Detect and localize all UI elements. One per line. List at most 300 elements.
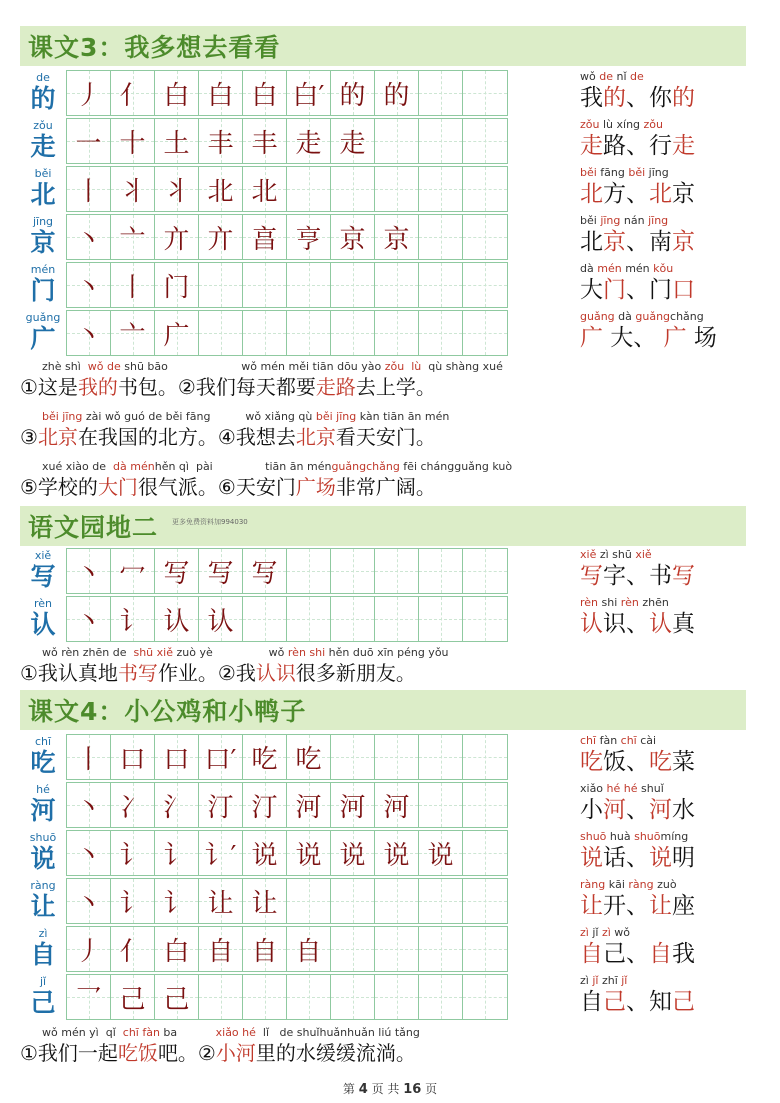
- page-number: 4: [358, 1082, 368, 1097]
- stroke-step: 亻: [119, 80, 146, 111]
- stroke-step: 写: [207, 558, 234, 589]
- grid-cell: [463, 831, 507, 875]
- sentence-pinyin-segment: zhè shì: [42, 360, 88, 373]
- grid-cell: [111, 831, 155, 875]
- grid-cell: [67, 119, 111, 163]
- grid-cell: [67, 831, 111, 875]
- word-pinyin-segment: jǐ: [621, 974, 628, 987]
- char-pinyin: shuō: [29, 831, 57, 844]
- sentence-pinyin-segment: běi jīng: [315, 410, 357, 423]
- word-hanzi: [580, 988, 780, 1016]
- grid-cell: [287, 167, 331, 211]
- stroke-step: 口: [119, 744, 146, 775]
- sentence-hanzi-segment: 我的: [77, 375, 118, 399]
- grid-cell: [67, 975, 111, 1019]
- section-note: 更多免费资料加994030: [172, 518, 248, 526]
- sentence-hanzi: [20, 660, 449, 686]
- grid-cell: [463, 263, 507, 307]
- example-sentence: [20, 360, 503, 400]
- stroke-step: 写: [163, 558, 190, 589]
- stroke-step: 说: [251, 840, 278, 871]
- sentence-pinyin-segment: guǎngchǎng: [331, 460, 400, 473]
- word-hanzi-segment: 水: [672, 797, 695, 823]
- grid-cell: [287, 831, 331, 875]
- word-pinyin-segment: shi: [598, 596, 621, 609]
- stroke-step: 己: [119, 984, 146, 1015]
- stroke-step: 氵: [163, 792, 190, 823]
- grid-cell: [243, 215, 287, 259]
- char-hanzi: 自: [30, 940, 56, 969]
- word-hanzi-segment: 方、: [603, 181, 649, 207]
- grid-cell: [375, 879, 419, 923]
- grid-cell: [331, 975, 375, 1019]
- word-hanzi: [580, 610, 780, 638]
- word-hanzi-segment: 路、行: [603, 133, 672, 159]
- word-pinyin-segment: xiǎo: [580, 782, 607, 795]
- stroke-step: 口: [163, 744, 190, 775]
- word-pinyin-segment: dà: [580, 262, 598, 275]
- stroke-step: 吃: [251, 744, 278, 775]
- sentence-pinyin-segment: rèn shi: [287, 646, 326, 659]
- word-hanzi-segment: 字、书: [603, 563, 672, 589]
- stroke-step: 乛: [75, 984, 102, 1015]
- word-pinyin-segment: de: [599, 70, 613, 83]
- stroke-order-grid: [66, 166, 508, 212]
- char-heading: [20, 262, 66, 308]
- grid-cell: [419, 597, 463, 641]
- sentence-hanzi: [20, 474, 512, 500]
- grid-cell: [419, 975, 463, 1019]
- word-pinyin-segment: wǒ: [610, 926, 631, 939]
- stroke-step: 丶: [75, 792, 102, 823]
- char-pinyin: hé: [36, 783, 50, 796]
- char-heading: [20, 596, 66, 642]
- word-hanzi: [580, 748, 780, 776]
- word-pinyin-segment: zhī: [598, 974, 622, 987]
- stroke-order-grid: [66, 926, 508, 972]
- footer-text: 页 共: [371, 1082, 400, 1096]
- char-pinyin: xiě: [34, 549, 52, 562]
- grid-cell: [287, 927, 331, 971]
- word-pinyin-segment: mén: [621, 262, 654, 275]
- stroke-step: 的: [383, 80, 410, 111]
- grid-cell: [67, 735, 111, 779]
- grid-cell: [287, 263, 331, 307]
- word-hanzi-segment: 我: [580, 85, 603, 111]
- word-hanzi: [580, 276, 780, 304]
- sentence-hanzi-segment: 在我国的北方。④我想去: [77, 425, 296, 449]
- stroke-step: 汀: [207, 792, 234, 823]
- grid-cell: [243, 311, 287, 355]
- stroke-order-grid: [66, 214, 508, 260]
- sentence-hanzi-segment: 去上学。: [355, 375, 436, 399]
- stroke-step: 认: [207, 606, 234, 637]
- grid-cell: [287, 119, 331, 163]
- grid-cell: [155, 879, 199, 923]
- grid-cell: [463, 597, 507, 641]
- grid-cell: [331, 549, 375, 593]
- word-pinyin-segment: fàn: [596, 734, 621, 747]
- grid-cell: [155, 831, 199, 875]
- word-hanzi-segment: 、你: [626, 85, 672, 111]
- word-pinyin: [580, 548, 780, 562]
- word-pinyin-segment: kāi: [605, 878, 629, 891]
- stroke-step: 自: [295, 936, 322, 967]
- grid-cell: [331, 831, 375, 875]
- sentence-hanzi-segment: 广场: [295, 475, 336, 499]
- sentence-hanzi-segment: 走路: [315, 375, 356, 399]
- word-examples: [580, 830, 780, 872]
- grid-cell: [287, 215, 331, 259]
- word-hanzi-segment: 菜: [672, 749, 695, 775]
- grid-cell: [331, 735, 375, 779]
- char-hanzi: 京: [30, 228, 56, 257]
- grid-cell: [375, 735, 419, 779]
- word-examples: [580, 262, 780, 304]
- section-header: [20, 690, 746, 730]
- stroke-step: 讠′: [204, 840, 237, 871]
- grid-cell: [287, 735, 331, 779]
- grid-cell: [463, 735, 507, 779]
- sentence-pinyin-segment: hěn duō xīn péng yǒu: [325, 646, 449, 659]
- word-hanzi-segment: 场: [686, 325, 717, 351]
- word-hanzi-segment: 北: [649, 181, 672, 207]
- word-pinyin-segment: kǒu: [653, 262, 674, 275]
- grid-cell: [331, 783, 375, 827]
- word-hanzi-segment: 小: [580, 797, 603, 823]
- grid-cell: [111, 167, 155, 211]
- word-hanzi: [580, 844, 780, 872]
- stroke-step: 丰: [207, 128, 234, 159]
- section-title: 语文园地二: [28, 513, 159, 542]
- word-pinyin: [580, 166, 780, 180]
- word-hanzi-segment: 说: [649, 845, 672, 871]
- word-hanzi-segment: 自: [649, 941, 672, 967]
- word-hanzi: [580, 324, 780, 352]
- sentence-pinyin-segment: zài wǒ guó de běi fāng wǒ xiǎng qù: [82, 410, 316, 423]
- grid-cell: [243, 167, 287, 211]
- word-pinyin-segment: xiě: [580, 548, 597, 561]
- grid-cell: [155, 549, 199, 593]
- grid-cell: [419, 263, 463, 307]
- word-hanzi-segment: 、知: [626, 989, 672, 1015]
- stroke-step: 一: [75, 128, 102, 159]
- stroke-order-grid: [66, 974, 508, 1020]
- grid-cell: [111, 597, 155, 641]
- footer-text: 第: [342, 1082, 355, 1096]
- sentence-pinyin: [20, 1026, 420, 1040]
- section-title: 课文4：小公鸡和小鸭子: [28, 697, 307, 726]
- stroke-order-grid: [66, 310, 508, 356]
- sentence-pinyin-segment: hěn qì pài tiān ān mén: [154, 460, 332, 473]
- word-pinyin-segment: huà: [606, 830, 635, 843]
- stroke-order-grid: [66, 782, 508, 828]
- grid-cell: [287, 783, 331, 827]
- word-pinyin-segment: zǒu: [643, 118, 664, 131]
- word-pinyin-segment: zì: [580, 974, 593, 987]
- stroke-step: 丬: [163, 176, 190, 207]
- sentence-hanzi-segment: 里的水缓缓流淌。: [255, 1041, 416, 1065]
- stroke-step: 亯: [251, 224, 278, 255]
- stroke-step: 丰: [251, 128, 278, 159]
- grid-cell: [155, 735, 199, 779]
- word-pinyin-segment: nǐ: [612, 70, 631, 83]
- word-pinyin-segment: fāng: [596, 166, 629, 179]
- word-hanzi-segment: 北: [580, 181, 603, 207]
- grid-cell: [155, 597, 199, 641]
- grid-cell: [111, 975, 155, 1019]
- sentence-hanzi: [20, 1040, 420, 1066]
- word-hanzi-segment: 让: [580, 893, 603, 919]
- grid-cell: [375, 167, 419, 211]
- char-pinyin: guǎng: [25, 311, 61, 324]
- grid-cell: [155, 975, 199, 1019]
- stroke-order-grid: [66, 118, 508, 164]
- sentence-pinyin-segment: lǐ de shuǐhuǎnhuǎn liú tǎng: [255, 1026, 420, 1039]
- stroke-step: 丶: [75, 320, 102, 351]
- word-pinyin-segment: běi: [580, 166, 597, 179]
- word-examples: [580, 310, 780, 352]
- grid-cell: [199, 975, 243, 1019]
- grid-cell: [67, 263, 111, 307]
- sentence-hanzi-segment: 吧。②: [157, 1041, 216, 1065]
- word-hanzi-segment: 京: [672, 229, 695, 255]
- stroke-step: 丿: [75, 936, 102, 967]
- grid-cell: [111, 549, 155, 593]
- stroke-step: 河: [295, 792, 322, 823]
- grid-cell: [287, 311, 331, 355]
- char-hanzi: 认: [30, 610, 56, 639]
- char-heading: [20, 830, 66, 876]
- grid-cell: [155, 311, 199, 355]
- sentence-pinyin: [20, 410, 449, 424]
- word-hanzi: [580, 132, 780, 160]
- stroke-step: 丶: [75, 606, 102, 637]
- char-pinyin: zì: [38, 927, 48, 940]
- char-hanzi: 走: [30, 132, 56, 161]
- grid-cell: [155, 167, 199, 211]
- grid-cell: [463, 215, 507, 259]
- grid-cell: [67, 879, 111, 923]
- sentence-pinyin-segment: zuò yè wǒ: [172, 646, 288, 659]
- stroke-step: 己: [163, 984, 190, 1015]
- grid-cell: [331, 167, 375, 211]
- stroke-order-grid: [66, 596, 508, 642]
- word-hanzi: [580, 940, 780, 968]
- word-hanzi: [580, 562, 780, 590]
- sentence-hanzi-segment: 很气派。⑥天安门: [137, 475, 296, 499]
- word-hanzi-segment: 认: [580, 611, 603, 637]
- char-heading: [20, 782, 66, 828]
- stroke-step: 让: [207, 888, 234, 919]
- grid-cell: [155, 263, 199, 307]
- sentence-hanzi-segment: 书写: [117, 661, 158, 685]
- sentence-hanzi: [20, 374, 503, 400]
- word-examples: [580, 166, 780, 208]
- stroke-order-grid: [66, 734, 508, 780]
- char-hanzi: 说: [30, 844, 56, 873]
- grid-cell: [331, 119, 375, 163]
- word-pinyin-segment: zuò: [653, 878, 677, 891]
- sentence-hanzi-segment: ①我认真地: [20, 661, 118, 685]
- grid-cell: [419, 735, 463, 779]
- char-hanzi: 广: [30, 324, 56, 353]
- grid-cell: [463, 71, 507, 115]
- stroke-step: 口′: [204, 744, 237, 775]
- grid-cell: [199, 597, 243, 641]
- sentence-hanzi-segment: 认识: [255, 661, 296, 685]
- grid-cell: [243, 549, 287, 593]
- stroke-step: 自: [207, 936, 234, 967]
- stroke-step: 亠: [119, 320, 146, 351]
- word-pinyin-segment: rèn: [580, 596, 599, 609]
- example-sentence: [20, 410, 449, 450]
- char-pinyin: mén: [30, 263, 56, 276]
- stroke-step: 丶: [75, 272, 102, 303]
- stroke-step: 广: [163, 320, 190, 351]
- sentence-pinyin-segment: zǒu lù: [384, 360, 422, 373]
- sentence-pinyin-segment: wǒ de: [87, 360, 121, 373]
- word-examples: [580, 926, 780, 968]
- grid-cell: [419, 831, 463, 875]
- stroke-step: 亣: [163, 224, 190, 255]
- char-hanzi: 北: [30, 180, 56, 209]
- grid-cell: [67, 311, 111, 355]
- stroke-step: 走: [339, 128, 366, 159]
- stroke-order-grid: [66, 878, 508, 924]
- stroke-step: 亨: [295, 224, 322, 255]
- grid-cell: [199, 311, 243, 355]
- word-hanzi-segment: 广: [663, 325, 687, 351]
- stroke-order-grid: [66, 70, 508, 116]
- char-pinyin: běi: [34, 167, 52, 180]
- sentence-hanzi-segment: 大门: [97, 475, 138, 499]
- grid-cell: [111, 119, 155, 163]
- word-pinyin-segment: dà: [614, 310, 636, 323]
- sentence-pinyin-segment: chī fàn: [122, 1026, 160, 1039]
- char-heading: [20, 214, 66, 260]
- stroke-step: 白′: [292, 80, 325, 111]
- sentence-hanzi-segment: 北京: [37, 425, 78, 449]
- word-hanzi: [580, 796, 780, 824]
- grid-cell: [199, 879, 243, 923]
- grid-cell: [199, 215, 243, 259]
- stroke-step: 认: [163, 606, 190, 637]
- grid-cell: [331, 597, 375, 641]
- grid-cell: [375, 597, 419, 641]
- word-pinyin-segment: shuō: [580, 830, 607, 843]
- word-hanzi-segment: 自: [580, 989, 603, 1015]
- sentence-hanzi-segment: 看天安门。: [335, 425, 436, 449]
- sentence-pinyin-segment: wǒ rèn zhēn de: [42, 646, 134, 659]
- sentence-pinyin-segment: xiǎo hé: [215, 1026, 256, 1039]
- page-footer: [0, 1080, 780, 1097]
- word-pinyin-segment: ràng: [580, 878, 606, 891]
- grid-cell: [375, 119, 419, 163]
- example-sentence: [20, 646, 449, 686]
- word-hanzi-segment: 识、: [603, 611, 649, 637]
- word-hanzi-segment: 广: [580, 325, 603, 351]
- word-pinyin: [580, 214, 780, 228]
- word-pinyin-segment: chī: [620, 734, 637, 747]
- grid-cell: [375, 263, 419, 307]
- char-hanzi: 吃: [30, 748, 56, 777]
- grid-cell: [67, 927, 111, 971]
- word-hanzi-segment: 饭、: [603, 749, 649, 775]
- grid-cell: [67, 597, 111, 641]
- word-examples: [580, 548, 780, 590]
- grid-cell: [287, 879, 331, 923]
- stroke-step: 河: [339, 792, 366, 823]
- grid-cell: [199, 549, 243, 593]
- grid-cell: [463, 879, 507, 923]
- grid-cell: [155, 71, 199, 115]
- grid-cell: [243, 831, 287, 875]
- grid-cell: [243, 975, 287, 1019]
- word-hanzi-segment: 话、: [603, 845, 649, 871]
- example-sentence: [20, 1026, 420, 1066]
- word-pinyin-segment: zì: [601, 926, 611, 939]
- example-sentence: [20, 460, 512, 500]
- char-hanzi: 河: [30, 796, 56, 825]
- char-pinyin: chī: [34, 735, 52, 748]
- grid-cell: [67, 549, 111, 593]
- word-hanzi: [580, 228, 780, 256]
- char-pinyin: rèn: [33, 597, 53, 610]
- sentence-hanzi-segment: ⑤学校的: [20, 475, 98, 499]
- grid-cell: [419, 119, 463, 163]
- word-pinyin: [580, 782, 780, 796]
- word-hanzi-segment: 让: [649, 893, 672, 919]
- grid-cell: [375, 783, 419, 827]
- word-pinyin-segment: guǎng: [580, 310, 615, 323]
- word-hanzi-segment: 北: [580, 229, 603, 255]
- grid-cell: [331, 71, 375, 115]
- stroke-step: 土: [163, 128, 190, 159]
- word-pinyin: [580, 596, 780, 610]
- word-pinyin: [580, 974, 780, 988]
- word-pinyin-segment: xiě: [635, 548, 652, 561]
- word-hanzi-segment: 口: [672, 277, 695, 303]
- grid-cell: [111, 735, 155, 779]
- grid-cell: [419, 879, 463, 923]
- word-pinyin: [580, 734, 780, 748]
- word-hanzi-segment: 己、: [603, 941, 649, 967]
- sentence-pinyin-segment: ba: [159, 1026, 216, 1039]
- word-hanzi-segment: 吃: [580, 749, 603, 775]
- grid-cell: [463, 119, 507, 163]
- stroke-step: 京: [383, 224, 410, 255]
- char-heading: [20, 974, 66, 1020]
- word-pinyin-segment: shuǐ: [637, 782, 664, 795]
- grid-cell: [287, 975, 331, 1019]
- word-examples: [580, 878, 780, 920]
- grid-cell: [419, 927, 463, 971]
- grid-cell: [111, 71, 155, 115]
- word-hanzi-segment: 、南: [626, 229, 672, 255]
- word-hanzi-segment: 京: [672, 181, 695, 207]
- sentence-pinyin: [20, 360, 503, 374]
- grid-cell: [287, 549, 331, 593]
- grid-cell: [67, 167, 111, 211]
- stroke-step: 讠: [119, 840, 146, 871]
- grid-cell: [155, 119, 199, 163]
- grid-cell: [331, 215, 375, 259]
- sentence-hanzi-segment: 北京: [295, 425, 336, 449]
- grid-cell: [111, 783, 155, 827]
- grid-cell: [463, 927, 507, 971]
- char-pinyin: jīng: [32, 215, 54, 228]
